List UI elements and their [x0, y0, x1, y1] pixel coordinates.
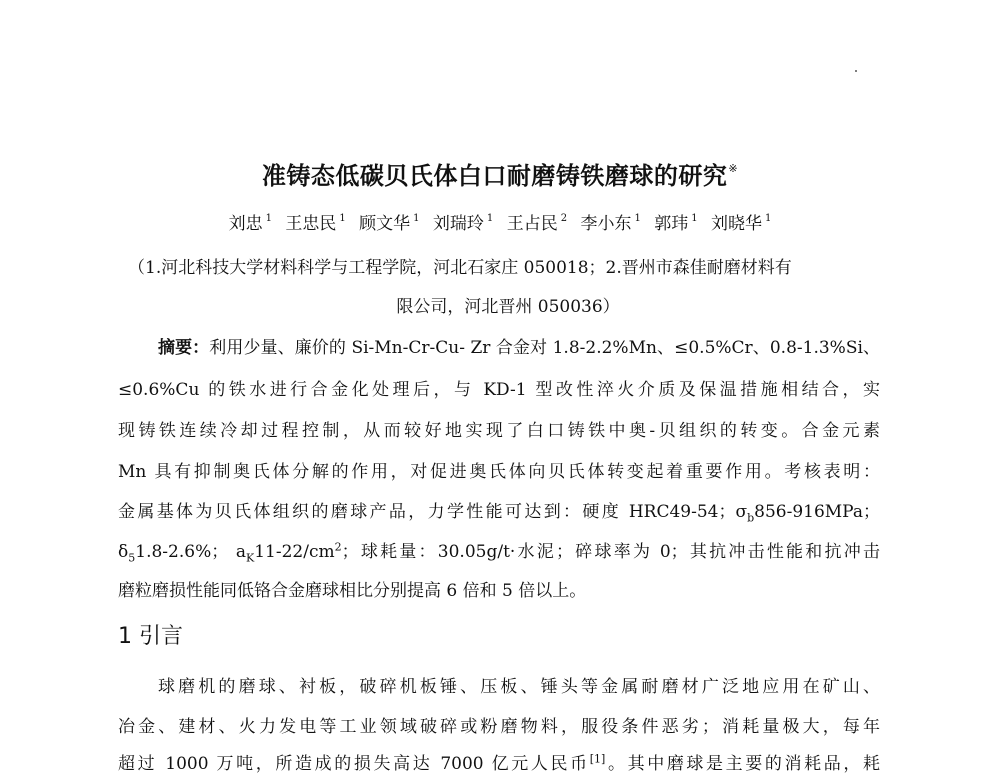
author-affiliation-number: 1: [765, 213, 772, 224]
ak-symbol: a: [235, 542, 246, 562]
ak-exponent: 2: [334, 540, 342, 554]
body-line: [118, 749, 880, 774]
abstract-line: [118, 497, 880, 524]
abstract-text: 金属基体为贝氏体组织的磨球产品，力学性能可达到：硬度 HRC49-54；: [118, 502, 736, 522]
impact-value: 11-22/cm: [254, 542, 335, 562]
body-line: 球磨机的磨球、衬板，破碎机板锤、压板、锤头等金属耐磨材广泛地应用在矿山、: [158, 677, 880, 697]
author-affiliation-number: 1: [486, 213, 494, 224]
tensile-strength-value: 856-916MPa；: [754, 502, 880, 522]
body-text: 超过 1000 万吨，所造成的损失高达 7000 亿元人民币: [118, 754, 590, 774]
author-affiliation-number: 1: [413, 213, 420, 224]
abstract-line: 现铸铁连续冷却过程控制，从而较好地实现了白口铸铁中奥-贝组织的转变。合金元素: [118, 421, 880, 441]
body-text: 。其中磨球是主要的消耗品，耗: [605, 754, 880, 774]
author: [711, 214, 771, 234]
author: [359, 214, 419, 234]
body-line: 冶金、建材、火力发电等工业领域破碎或粉磨物料，服役条件恶劣；消耗量极大，每年: [118, 717, 880, 737]
affiliation-line: （1.河北科技大学材料科学与工程学院，河北石家庄 050018；2.晋州市森佳耐磨材料有: [128, 258, 792, 278]
author-name: 刘忠: [228, 214, 263, 234]
author: [433, 214, 493, 234]
affiliation-line: 限公司，河北晋州 050036）: [396, 297, 620, 317]
author-affiliation-number: 1: [634, 213, 641, 224]
section-heading: 1 引言: [118, 624, 183, 649]
author-name: 李小东: [580, 214, 632, 234]
abstract-line: Mn 具有抑制奥氏体分解的作用，对促进奥氏体向贝氏体转变起着重要作用。考核表明：: [118, 462, 880, 482]
citation-reference: [1]: [589, 752, 606, 766]
elongation-value: 1.8-2.6%；: [135, 542, 229, 562]
delta-subscript: 5: [128, 551, 136, 565]
author: [580, 214, 640, 234]
author-name: 王占民: [506, 214, 558, 234]
abstract-line: ≤0.6%Cu 的铁水进行合金化处理后，与 KD-1 型改性淬火介质及保温措施相结合，实: [118, 380, 880, 400]
abstract-line: 磨粒磨损性能同低铬合金磨球相比分别提高 6 倍和 5 倍以上。: [118, 581, 587, 601]
author-name: 刘瑞玲: [432, 214, 484, 234]
paper-title: [0, 156, 1000, 191]
delta-symbol: δ: [118, 542, 129, 562]
author-affiliation-number: 1: [265, 213, 272, 224]
title-footnote-mark: ※: [728, 162, 739, 175]
author-name: 王忠民: [285, 214, 337, 234]
author-name: 郭玮: [654, 214, 689, 234]
author: [229, 214, 272, 234]
author-name: 刘晓华: [711, 214, 763, 234]
abstract-label: 摘要：: [158, 338, 210, 358]
abstract-text: ；球耗量：30.05g/t·水泥；碎球率为 0；其抗冲击性能和抗冲击: [341, 542, 880, 562]
author-affiliation-number: 2: [560, 213, 568, 224]
paper-title-text: 准铸态低碳贝氏体白口耐磨铸铁磨球的研究: [261, 162, 728, 190]
author: [654, 214, 697, 234]
abstract-line: [118, 537, 880, 564]
scan-speck: [855, 70, 857, 72]
author: [507, 214, 567, 234]
abstract-text: 利用少量、廉价的 Si-Mn-Cr-Cu- Zr 合金对 1.8-2.2%Mn、≤0.5%Cr、0.8-1.3%Si、: [209, 338, 880, 358]
ak-subscript: K: [246, 551, 255, 565]
sigma-symbol: σ: [735, 502, 748, 522]
author-list: [0, 209, 1000, 234]
author-affiliation-number: 1: [691, 213, 698, 224]
author-name: 顾文华: [359, 214, 411, 234]
abstract-line: [158, 333, 880, 358]
sigma-subscript: b: [747, 511, 755, 525]
author-affiliation-number: 1: [339, 213, 346, 224]
author: [285, 214, 345, 234]
